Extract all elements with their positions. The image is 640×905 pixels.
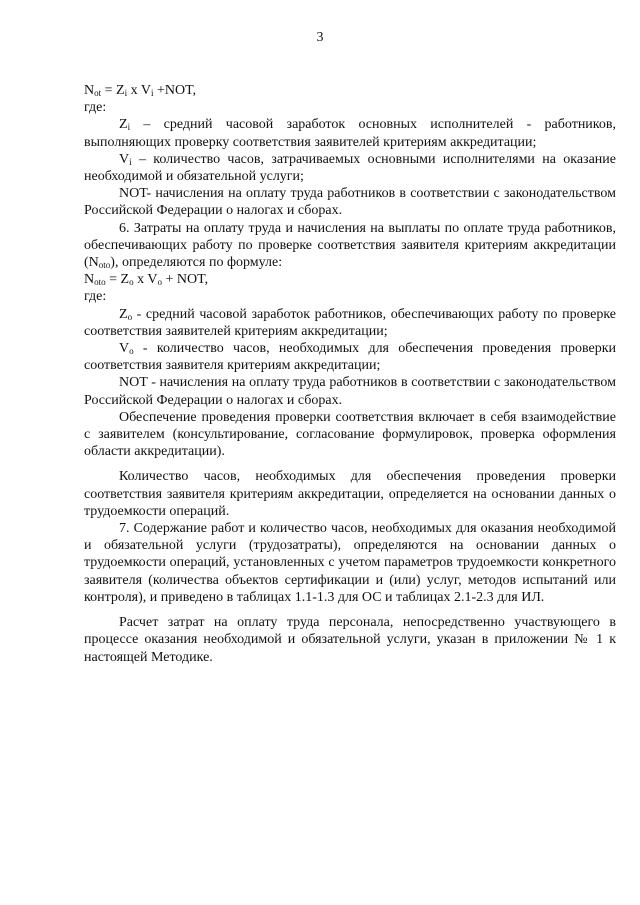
- formula1-eq: = Z: [101, 83, 125, 98]
- paragraph-cost-calc: Расчет затрат на оплату труда персонала, непосредственно участвующего в процессе оказания необходимой и обязательной услуги, указан в приложении № 1 к настоящей Методике.: [84, 615, 616, 665]
- formula1-tail: +NOT,: [153, 83, 197, 98]
- zo-sub: o: [127, 311, 133, 322]
- zo-symbol: Z: [119, 306, 128, 322]
- zi-sub: i: [127, 122, 131, 133]
- formula2-n-sub: oto: [94, 277, 106, 288]
- formula2-v-sub: o: [157, 277, 162, 288]
- formula1-z-sub: i: [124, 88, 128, 98]
- formula1-x: x V: [127, 83, 151, 98]
- formula2-x: x V: [133, 272, 158, 288]
- where-label-2: где:: [84, 289, 107, 305]
- formula1-n-sub: ot: [94, 88, 102, 98]
- formula2-z-sub: o: [129, 277, 134, 288]
- vi-sub: i: [129, 156, 132, 167]
- definition-not-1: NOT- начисления на оплату труда работников в соответствии с законодательством Российской Федерации о налогах и сборах.: [84, 186, 616, 219]
- definition-zo: [84, 306, 616, 340]
- formula2-tail: + NOT,: [161, 272, 209, 288]
- vi-symbol: V: [119, 151, 130, 167]
- formula-n-ot: [84, 82, 616, 99]
- formula1-v-sub: i: [150, 88, 154, 98]
- paragraph-7: 7. Содержание работ и количество часов, необходимых для оказания необходимой и обязательной услуги (трудозатраты), определяются на основании данных о трудоемкости операций, установленных с учетом параметров трудоемкости конкретного заявителя (количества объектов сертификации и (или) услуг, методов испытаний или контроля), и приведено в таблицах 1.1-1.3 для ОС и таблицах 2.1-2.3 для ИЛ.: [84, 521, 616, 605]
- p6-sub: oto: [98, 260, 111, 271]
- vi-text: – количество часов, затрачиваемых основными исполнителями на оказание необходимой и обязательной услуги;: [84, 151, 616, 185]
- page-number: 3: [316, 30, 324, 45]
- formula2-eq: = Z: [105, 272, 130, 288]
- where-label-1: где:: [84, 100, 107, 116]
- zo-text: - средний часовой заработок работников, обеспечивающих работу по проверке соответствия заявителей критериям аккредитации;: [84, 306, 616, 339]
- definition-vo: [84, 340, 616, 374]
- zi-text: – средний часовой заработок основных исполнителей - работников, выполняющих проверку соответствия заявителей критериям аккредитации;: [84, 117, 616, 150]
- definition-zi: [84, 116, 616, 150]
- paragraph-verification-scope: Обеспечение проведения проверки соответствия включает в себя взаимодействие с заявителем (консультирование, согласование формулировок, проверка оформления области аккредитации).: [84, 409, 616, 460]
- document-body: [84, 82, 616, 666]
- definition-not-2: NOT - начисления на оплату труда работников в соответствии с законодательством Российской Федерации о налогах и сборах.: [84, 375, 616, 408]
- p6-tail: ), определяются по формуле:: [110, 255, 283, 271]
- p6-text: 6. Затраты на оплату труда и начисления на выплаты по оплате труда работников, обеспечивающих работу по проверке соответствия заявителя критериям аккредитации (N: [84, 220, 616, 271]
- definition-vi: [84, 151, 616, 185]
- formula-n-oto: [84, 271, 616, 288]
- vo-sub: o: [129, 346, 134, 357]
- paragraph-hours: Количество часов, необходимых для обеспечения проведения проверки соответствия заявителя критериям аккредитации, определяется на основании данных о трудоемкости операций.: [84, 469, 616, 519]
- formula2-n: N: [84, 272, 95, 288]
- vo-text: - количество часов, необходимых для обеспечения проведения проверки соответствия заявителя критериям аккредитации;: [84, 341, 616, 374]
- formula1-n: N: [84, 83, 95, 98]
- vo-symbol: V: [119, 341, 130, 357]
- paragraph-6: [84, 220, 616, 272]
- zi-symbol: Z: [119, 117, 128, 133]
